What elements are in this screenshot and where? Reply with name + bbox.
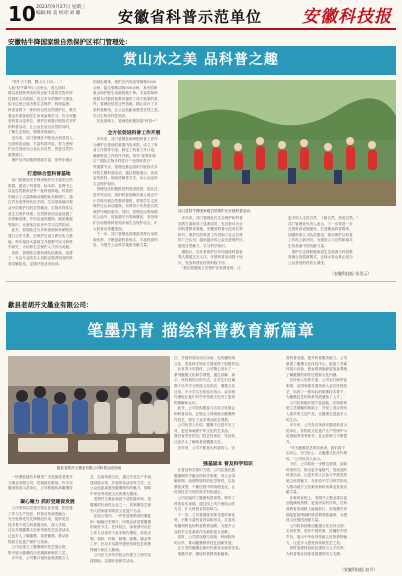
page-number: 10 bbox=[8, 2, 36, 26]
article1-subhead-1: 打造综合型科普基地 bbox=[27, 172, 71, 177]
article2-subhead-2: 强基固本 普及科学知识 bbox=[203, 462, 253, 467]
article2-photo bbox=[8, 356, 170, 464]
article2-photo-image bbox=[8, 356, 170, 464]
article2-photo-caption: 歙县老胡开文墨业有限公司科普活动现场 bbox=[56, 466, 122, 470]
article1-column-2b: 多年来，祁门管理处始终把科普工作作 为保护区建设的重要内容来抓，成立了科 普工作领导小组，制定了科普工作计划， 确保科普工作有序开展。每年"世界环境 日""国际生物多样性日""全国科普日" 等重要节点，管理处都会组织开展形式多 样的主题科普活动，通过展板展示、发放 宣传资料、现场讲解等方式，向公众宣传 生态保护知识。 管理处还积极推进科普进校园、进社区、 进乡村活动，组织科普讲解员深入周边中 小学校开展自然教育课程，带领学生走进 保护区认识动植物，培养青少年热爱自然、 保护环境的意识。同时，管理处还利用微 信公众号、短视频平台等新媒体，发布保 护区动植物科普知识和生态保护动态，扩 大科普宣传覆盖面。 下一步，祁门管理处将继续发挥自身资 源优势，不断创新科普形式，丰富科普内 容，为提升公众科学素质贡献力量。 bbox=[93, 137, 162, 248]
article1-kicker: 安徽牯牛降国家级自然保护区祁门管理处： bbox=[8, 38, 132, 46]
article1-column-1: "牯牛天下降，黟山九十四……" 人称"牯牛降"的八百里山，曾几何时 都以其独特秀美的风光和丰富的生物多样 性被世人所熟知。经过多年的保护与建设， 如今这里已成为集生态保护、科研监测、 科普宣教于一体的综合性自然保护区，吸引 着众多游客和学生前来参观学习。作为安徽 省科普示范单位，保护区积极开展形式多样 的科普活动，让公众在亲近自然的同时， 了解生态知识，增强环保意识。 近年来，祁门管理处不断加大科普投入， 完善科普设施，丰富科普内容，努力把保 护区打造成为公众认识自然、热爱自然的 重要窗口。 保护区内动植物资源丰富，是华东地区 bbox=[8, 80, 77, 163]
article2-byline: （安徽科技报 赵丹） bbox=[340, 567, 378, 572]
masthead-rule bbox=[6, 28, 396, 30]
article1-column-2: 的绿色明珠，保护区内有高等植物1500 余种，陆生脊椎动物300余种，其中国家 重点保护野生动植物数十种。丰富的物种 资源为开展科普教育提供了得天独厚的条 件。管理处依托这些资源，精心设计了多 条科普路线，让公众近距离感受自然之美， 学习生物多样性知识。 在此基础上，管理处积极探索"科普+" bbox=[93, 80, 162, 124]
article1-photo-caption: 祁门县牯牛降国家级自然保护区开展科普活动。 bbox=[178, 209, 254, 213]
article2-column-1: 一块墨锭能有多精美？走进歙县老胡开 文墨业有限公司，答案就在眼前。作为安 徽省科普示范单位，公司积极传承徽墨技 bbox=[8, 475, 73, 491]
article2-headline-banner bbox=[6, 312, 396, 350]
newspaper-logo: 安徽科技报 bbox=[302, 7, 392, 27]
article2-column-3: 次，开展科普活动百余场，在传播传统 文化、普及科学知识方面发挥了积极作用。 针对青少年群体，公司精心设计了一 系列徽墨文化研学课程，通过讲解、演 示、体验相结合的方式，让学生们在寓 教于乐中学习传统文化知识，增强文化 自信。不少学生在体验后表示，亲手制 作墨锭让他们对中华传统文化有了更深 的理解和认识。 此外，公司还积极参与各类文化展会 和科普活动，在展会上现场展示徽墨制 作技艺，吸引了众多观众驻足观看。 公司负责人介绍，徽墨不仅是书写工 具，更是承载着中华文化的艺术品。 我们有责任把这门技艺传承好、发扬好， 让更多人了解和喜爱徽墨文化。 近年来，公司不断加大科普投入，完 bbox=[174, 356, 243, 450]
issue-date-line: 2023年9月27日 星期三 bbox=[36, 5, 86, 10]
article1-column-3: 多年来，祁门管理处在生态保护和科普 宣教方面取得了显著成效，先后被评为全 国科普教育基地、安徽省科普示范单位等 称号。保护区的科普工作得到了社会各界 的广泛认可，越来越多的公众走进保护区， 感受自然魅力，学习科学知识。 据统计，近年来保护区年均接待科普参 观人数超过万人次，开展科普活动数十场 次，发放科普宣传资料数千份。 "我们将继续立足保护区资源优势，让 bbox=[178, 216, 247, 271]
article1-headline-banner bbox=[6, 46, 396, 75]
issue-date bbox=[36, 5, 96, 17]
editor-line: 编辑:杨 美 校对:刘 璐 bbox=[36, 11, 81, 16]
article1-subhead-2: 全方位促进科普工作开展 bbox=[107, 131, 161, 136]
article2-column-1b: 公司坚持以党建引领企业发展，把党建 工作与生产经营、科普宣传深度融合， 充分发挥党员先锋模范作用，组织党员 技术骨干成立科普服务队，深入学校、 社区开展徽墨文化和传统技艺宣讲活动， 让更多人了解徽墨、喜爱徽墨，推动非 物质文化遗产保护与传承。 公司还建立了徽墨制作技艺展示馆， 集中展示徽墨的历史渊源和制作工艺。 多年来，公司累计接待参观者数万人 bbox=[8, 506, 73, 561]
article1-byline: （安徽科技报 张美云） bbox=[330, 271, 372, 276]
article2-headline: 笔墨丹青 描绘科普教育新篇章 bbox=[87, 321, 315, 340]
article-divider bbox=[6, 281, 396, 282]
article2-column-4: 善科普设施，提升科普服务能力。公司 新建了徽墨文化体验中心，配备了多媒 体展示设备，使参观者能够更加直观地 了解徽墨的制作过程和文化内涵。 在传承人培养方面，公司实行师带徒 制度，由国家级非遗传承人亲自传授技 艺，培养了一批年轻的制墨技术骨干， 为徽墨技艺的传承发展储备了人才。 公司还积极开展产品创新，在保留传 统工艺精髓的基础上，开发了适合现代 人需求的文创产品，让徽墨走进更多人 的生活。 多年来，公司先后荣获安徽省科普示 范单位、非物质文化遗产生产性保护示 范基地等荣誉称号，社会影响力不断提 升。 "作为徽墨技艺的传承者，我们将不 忘初心，坚守匠心，让徽墨文化代代相 传。"公司负责人表示。 今后，公司将进一步整合资源，创新 科普形式，推出更多接地气、受欢迎的 科普活动，让更多的人在参与中感受传 统文化的魅力，在体验中学习科学知识， 为推动地方文化繁荣和科普事业发展贡 献力量。 在新的征程上，老胡开文墨业将以更 加饱满的热情、更加务实的作风，在科 普教育的道路上砥砺前行，用笔墨丹青 描绘更加绚丽的科普教育新篇章，为建 设文化强国贡献力量。 公司将持续推动徽墨文化走向全国、 走向世界，讲好中国故事，传播好中国 声音，展示中华优秀传统文化的独特魅 力，让更多人感受到传统技艺之美。 同时加强科普队伍建设与人才培养， 为科普事业持续发展提供有力支撑。 bbox=[286, 356, 351, 556]
article2-column-3b: 在普及科学知识方面，公司注重挖掘 徽墨制作中蕴含的科学原理，向公众讲 解松烟、油烟等原料的化学特性，以及 墨锭成型、干燥过程中的物理变化，让 传统技艺与现代科学有机融合。 公司还编印了徽墨科普读物，制作了 科普宣传视频，通过线上线下相结合的 方式，扩大科普宣传影响力。 下一步，公司将继续发挥非遗传承优 势，不断丰富科普内容和形式，打造具 有徽州特色的科普教育品牌，为提升公 众科学文化素质作出新的更大贡献。 同时，公司将加强与高校、科研院所 的合作，推动徽墨制作技艺创新发展。 让古老的徽墨在新时代焕发出新的光彩。 笔墨丹青，描绘科普教育新篇章。 bbox=[174, 468, 243, 556]
article1-column-4: 更多的人走进自然、了解自然、热爱自然。" 祁门管理处负责人表示，下一步将进一步 完善科普设施建设，打造精品科普路线， 加强科普人才队伍建设，推动保护区科普 工作再上新台阶，为建设人与自然和谐共 生的美丽中国贡献力量。 保护区还将积极探索生态旅游与科普教 育融合发展新模式，让绿水青山真正成为 公众喜爱的科普大课堂。 bbox=[288, 216, 358, 265]
section-title: 安徽省科普示范单位 bbox=[118, 8, 263, 26]
article1-column-1b: 祁门管理处充分利用保护区丰富的自然 资源，建设了科普馆、标本馆、宣教中心 以及自然教育径等一批科普阵地。科普馆 内展示了大量珍稀动植物标本和图片，通 过声光电等现代化手段，生动形象地向观 众介绍保护区的自然概况、生物多样性以 及生态保护成果。自然教育径沿途设置了 多块解说牌，介绍沿途的植物、地质地貌 等知识，让游客在徒步中学习自然知识。 此外，管理处还与多所高校和科研院所 建立合作关系，在保护区设立教学实习基 地，每年接待大量师生开展野外实习和科 学研究，为培养生态保护人才作出贡献。 同时，管理处注重科普队伍建设，组建 了一支由专业技术人员和志愿者组成的科 普讲解队伍，定期开展业务培训。 bbox=[8, 178, 73, 266]
article1-photo bbox=[178, 80, 396, 206]
article2-kicker: 歙县老胡开文墨业有限公司： bbox=[8, 301, 93, 309]
article1-headline: 赏山水之美 品科普之趣 bbox=[123, 52, 279, 68]
article2-subhead-1: 凝心聚力 抓好党建促发展 bbox=[20, 500, 75, 505]
article2-column-2: 艺，弘扬传统文化，通过开放生产车间、 建设展示馆、开展体验活动等方式，让 公众近距离感受徽墨制作的魅力，领略 中华优秀传统文化的博大精深。 老胡开文墨业始创于清乾隆年间，是 徽墨的代表性企业之一，其制墨技艺被 列入国家级非物质文化遗产名录。 在展示馆内，一件件造型精美的墨锭 和一幅幅历史图片，向观众讲述着徽墨 的前世今生。在体验区，参观者可以在 工作人员指导下亲手制作墨锭，体验点 烟、和料、杵捣、制墨、晾墨、描金等 工序，在动手实践中感受传统技艺的独 特魅力和匠人精神。 公司还与多所学校合作建立了研学实 践基地，定期开展研学活动。 bbox=[90, 475, 155, 563]
article1-photo-image bbox=[178, 80, 396, 206]
